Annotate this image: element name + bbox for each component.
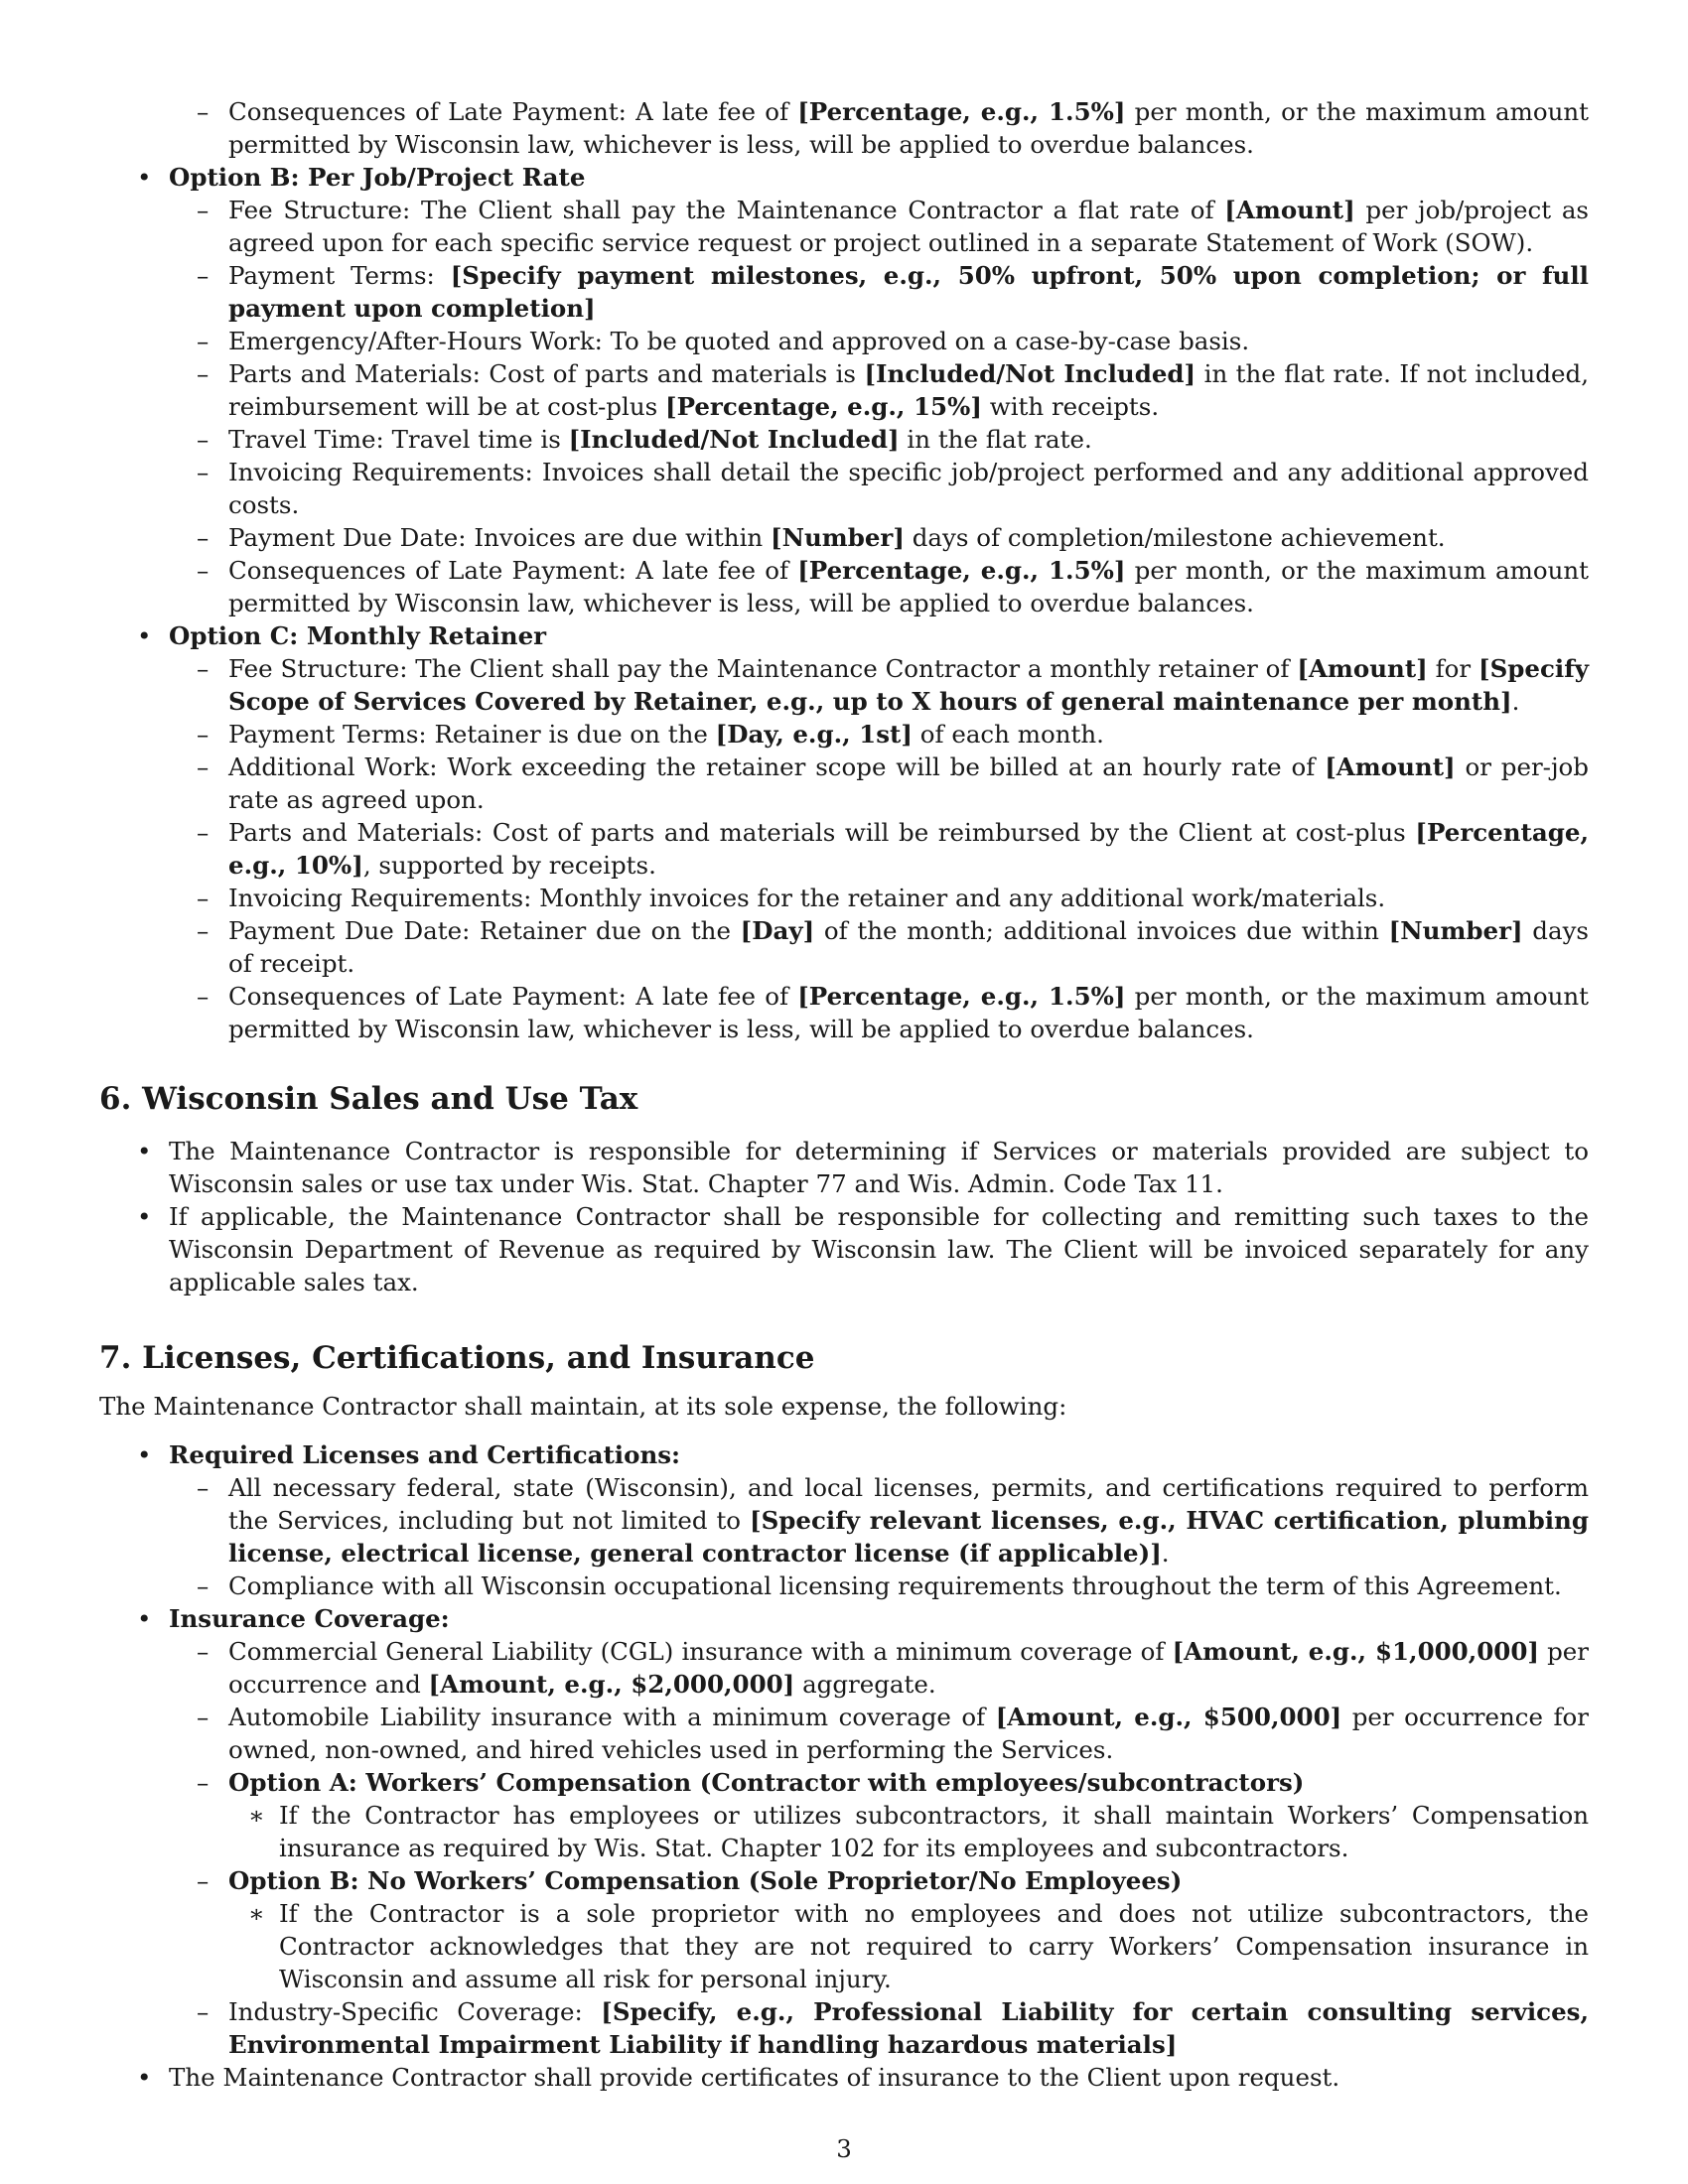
option-c-title: • Option C: Monthly Retainer [137,621,547,650]
section-7-heading: 7. Licenses, Certifications, and Insurance [99,1340,815,1376]
licenses-title: • Required Licenses and Certifications: [137,1440,681,1469]
list-item: – Payment Terms: [Specify payment milestones, e.g., 50% upfront, 50% upon completion; or full payment upon completion] [197,261,1589,323]
list-item: – Consequences of Late Payment: A late fee of [Percentage, e.g., 1.5%] per month, or the maximum amount permitted by Wisconsin law, whichever is less, will be applied to overdue balances. [197,982,1589,1043]
dash-mark: – [197,97,210,126]
list-item: – All necessary federal, state (Wisconsin), and local licenses, permits, and certifications required to perform the Services, including but not limited to [Specify relevant licenses, e.g., HVAC certification, plumbing license, electrical license, general contractor license (if applicable)]. [197,1473,1589,1568]
workers-comp-option-b: – Option B: No Workers’ Compensation (Sole Proprietor/No Employees) [197,1866,1183,1895]
list-item: – Travel Time: Travel time is [Included/Not Included] in the flat rate. [197,425,1092,454]
insurance-title: • Insurance Coverage: [137,1604,450,1633]
list-item: – Additional Work: Work exceeding the retainer scope will be billed at an hourly rate of [Amount] or per-job rate as agreed upon. [197,752,1589,814]
page-number: 3 [836,2134,852,2163]
list-item: – Parts and Materials: Cost of parts and materials is [Included/Not Included] in the flat rate. If not included, reimbursement will be at cost-plus [Percentage, e.g., 15%] with receipts. [197,359,1589,421]
list-item: – Fee Structure: The Client shall pay the Maintenance Contractor a flat rate of [Amount] per job/project as agreed upon for each specific service request or project outlined in a separate Statement of Work (SOW). [197,196,1590,257]
list-item: – Automobile Liability insurance with a minimum coverage of [Amount, e.g., $500,000] per occurrence for owned, non-owned, and hired vehicles used in performing the Services. [197,1703,1590,1764]
list-item: – Commercial General Liability (CGL) insurance with a minimum coverage of [Amount, e.g., $1,000,000] per occurrence and [Amount, e.g., $2,000,000] aggregate. [197,1637,1590,1699]
list-item: – Invoicing Requirements: Monthly invoices for the retainer and any additional work/materials. [197,884,1386,912]
workers-comp-option-a: – Option A: Workers’ Compensation (Contractor with employees/subcontractors) [197,1768,1305,1797]
section-6-heading: 6. Wisconsin Sales and Use Tax [99,1081,638,1117]
document-page [99,95,1589,2094]
bullet-mark: • [137,163,152,192]
option-b-title: • Option B: Per Job/Project Rate [137,163,586,192]
list-item: – Industry-Specific Coverage: [Specify, e.g., Professional Liability for certain consulting services, Environmental Impairment Liability if handling hazardous materials] [197,1997,1589,2059]
list-item: • If applicable, the Maintenance Contractor shall be responsible for collecting and remitting such taxes to the Wisconsin Department of Revenue as required by Wisconsin law. The Client will be invoiced separately for any applicable sales tax. [137,1202,1589,1297]
list-item: • The Maintenance Contractor shall provide certificates of insurance to the Client upon request. [137,2063,1340,2092]
list-item: ∗ If the Contractor has employees or utilizes subcontractors, it shall maintain Workers’ Compensation insurance as required by Wis. Stat. Chapter 102 for its employees and subcontractors. [248,1801,1589,1862]
list-item: – Fee Structure: The Client shall pay the Maintenance Contractor a monthly retainer of [Amount] for [Specify Scope of Services Covered by Retainer, e.g., up to X hours of general maintenance per month]. [197,654,1590,716]
list-item: – Emergency/After-Hours Work: To be quoted and approved on a case-by-case basis. [197,327,1250,355]
list-item: – Payment Due Date: Retainer due on the [Day] of the month; additional invoices due within [Number] days of receipt. [197,916,1589,978]
list-item: – Payment Due Date: Invoices are due within [Number] days of completion/milestone achievement. [197,523,1446,552]
list-item: – Invoicing Requirements: Invoices shall detail the specific job/project performed and any additional approved costs. [197,458,1589,519]
list-item: • The Maintenance Contractor is responsible for determining if Services or materials provided are subject to Wisconsin sales or use tax under Wis. Stat. Chapter 77 and Wis. Admin. Code Tax 11. [137,1137,1589,1198]
list-item: – Consequences of Late Payment: A late fee of [Percentage, e.g., 1.5%] per month, or the maximum amount permitted by Wisconsin law, whichever is less, will be applied to overdue balances. [197,97,1589,159]
list-item: ∗ If the Contractor is a sole proprietor with no employees and does not utilize subcontractors, the Contractor acknowledges that they are not required to carry Workers’ Compensation insurance in Wisconsin and assume all risk for personal injury. [248,1899,1589,1993]
list-item: – Parts and Materials: Cost of parts and materials will be reimbursed by the Client at cost-plus [Percentage, e.g., 10%], supported by receipts. [197,818,1589,880]
list-item: – Consequences of Late Payment: A late fee of [Percentage, e.g., 1.5%] per month, or the maximum amount permitted by Wisconsin law, whichever is less, will be applied to overdue balances. [197,556,1589,617]
list-item: – Compliance with all Wisconsin occupational licensing requirements throughout the term of this Agreement. [197,1571,1562,1600]
section-7-intro: The Maintenance Contractor shall maintain, at its sole expense, the following: [99,1392,1067,1421]
list-item: – Payment Terms: Retainer is due on the [Day, e.g., 1st] of each month. [197,720,1104,749]
